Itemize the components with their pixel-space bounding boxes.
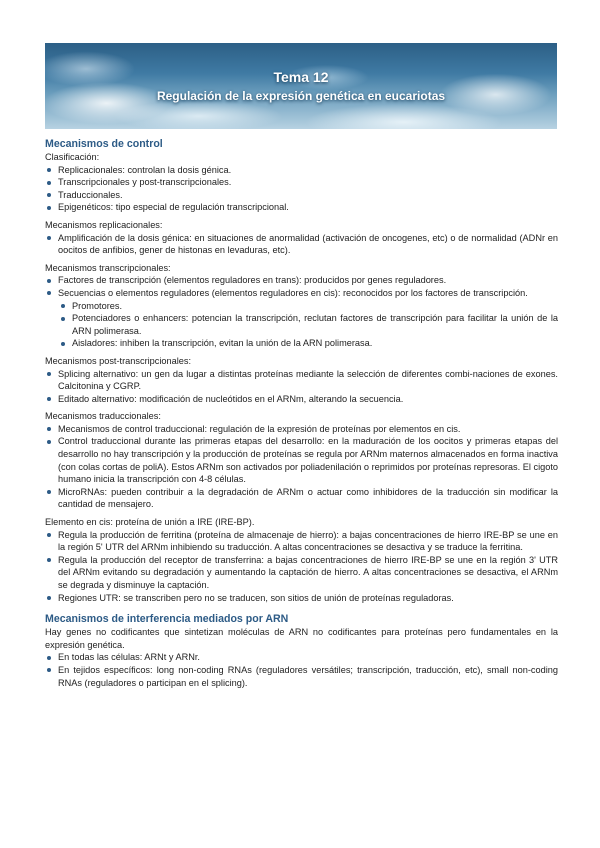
list-item: Mecanismos de control traduccional: regulación de la expresión de proteínas por elementos en cis. xyxy=(45,423,558,436)
transcripcionales-label: Mecanismos transcripcionales: xyxy=(45,262,171,273)
list-item: Secuencias o elementos reguladores (elementos reguladores en cis): reconocidos por los factores de transcripción. xyxy=(45,287,558,300)
list-item: En tejidos específicos: long non-coding RNAs (reguladores versátiles; transcripción, traducción, etc), small non-coding RNAs (reguladores o participan en el splicing). xyxy=(45,664,558,689)
list-item: Regiones UTR: se transcriben pero no se traducen, son sitios de unión de proteínas reguladoras. xyxy=(45,592,558,605)
list-item: Splicing alternativo: un gen da lugar a distintas proteínas mediante la selección de diferentes combi-naciones de exones. Calcitonina y CGRP. xyxy=(45,368,558,393)
section-heading-interferencia: Mecanismos de interferencia mediados por ARN xyxy=(45,613,289,626)
transcripcionales-list xyxy=(45,274,558,299)
traduccionales-label: Mecanismos traduccionales: xyxy=(45,411,161,422)
list-item: Amplificación de la dosis génica: en situaciones de anormalidad (activación de oncogenes, etc) o de normalidad (ADNr en oocitos de anfibios, gener de histonas en levaduras, etc). xyxy=(45,232,558,257)
chapter-title: Tema 12 xyxy=(273,69,329,85)
section-heading-control: Mecanismos de control xyxy=(45,138,163,150)
list-item: Transcripcionales y post-transcripcionales. xyxy=(45,176,558,189)
list-item: Factores de transcripción (elementos reguladores en trans): producidos por genes reguladores. xyxy=(45,274,558,287)
document-body xyxy=(45,137,558,689)
list-item: Regula la producción de ferritina (proteína de almacenaje de hierro): a bajas concentraciones de hierro IRE-BP se une en la región 5' UTR del ARNm inhibiendo su traducción. A altas concentraciones se desactiva y se traduce la ferritina. xyxy=(45,529,558,554)
chapter-subtitle: Regulación de la expresión genética en eucariotas xyxy=(156,89,446,103)
header-banner xyxy=(45,43,557,129)
clasificacion-list xyxy=(45,164,558,214)
list-item: Editado alternativo: modificación de nucleótidos en el ARNm, alterando la secuencia. xyxy=(45,393,558,406)
list-item: Control traduccional durante las primeras etapas del desarrollo: en la maduración de los oocitos y primeras etapas del desarrollo no hay transcripción y la producción de proteínas se regula por ARNm maternos almacenados en forma inactiva (con colas cortas de poliA). Estos ARNm son activados por poliadenilación o reprimidos por proteínas represoras. El cigoto humano inicia la transcripción con 4-8 células. xyxy=(45,435,558,485)
replicacionales-label: Mecanismos replicacionales: xyxy=(45,219,163,230)
cis-label: Elemento en cis: proteína de unión a IRE (IRE-BP). xyxy=(45,517,255,528)
post-transcripcionales-label: Mecanismos post-transcripcionales: xyxy=(45,355,192,366)
list-item: Epigenéticos: tipo especial de regulación transcripcional. xyxy=(45,201,558,214)
list-item: MicroRNAs: pueden contribuir a la degradación de ARNm o actuar como inhibidores de la traducción sin modificar la cantidad de mensajero. xyxy=(45,486,558,511)
sub-list-item: Potenciadores o enhancers: potencian la transcripción, reclutan factores de transcripción para facilitar la unión de la ARN polimerasa. xyxy=(45,312,558,337)
sub-list-item: Aisladores: inhiben la transcripción, evitan la unión de la ARN polimerasa. xyxy=(45,337,558,350)
post-transcripcionales-list xyxy=(45,368,558,406)
list-item: Replicacionales: controlan la dosis génica. xyxy=(45,164,558,177)
clasificacion-label: Clasificación: xyxy=(45,152,100,162)
cis-list xyxy=(45,529,558,605)
traduccionales-list xyxy=(45,423,558,511)
interferencia-intro: Hay genes no codificantes que sintetizan moléculas de ARN no codificantes para proteínas pero fundamentales en la expresión genética. xyxy=(45,627,558,650)
transcripcionales-sublist xyxy=(45,300,558,350)
list-item: Regula la producción del receptor de transferrina: a bajas concentraciones de hierro IRE-BP se une en la región 3' UTR del ARNm evitando su degradación y aumentando la captación de hierro. A altas concentraciones se desactiva, el ARNm se degrada y disminuye la captación. xyxy=(45,554,558,592)
list-item: Traduccionales. xyxy=(45,189,558,202)
sub-list-item: Promotores. xyxy=(45,300,558,313)
interferencia-list xyxy=(45,651,558,689)
replicacionales-list xyxy=(45,232,558,257)
list-item: En todas las células: ARNt y ARNr. xyxy=(45,651,558,664)
